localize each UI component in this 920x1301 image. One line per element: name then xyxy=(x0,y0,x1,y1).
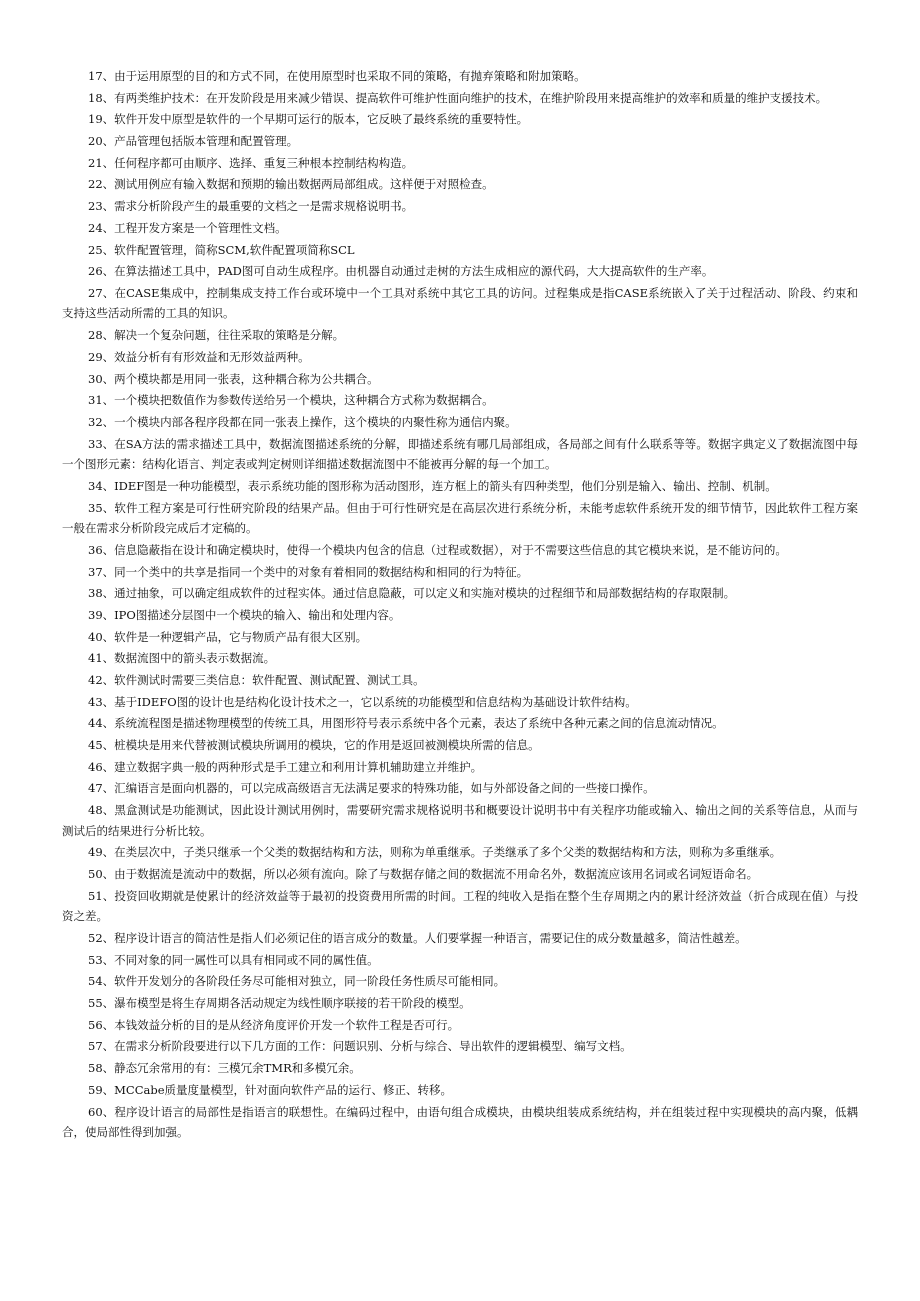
list-item: 32、一个模块内部各程序段都在同一张表上操作，这个模块的内聚性称为通信内聚。 xyxy=(88,414,517,429)
list-item: 29、效益分析有有形效益和无形效益两种。 xyxy=(88,349,310,364)
list-item: 17、由于运用原型的目的和方式不同，在使用原型时也采取不同的策略，有抛弃策略和附加策略。 xyxy=(88,69,586,83)
list-item: 41、数据流图中的箭头表示数据流。 xyxy=(88,651,276,666)
list-item: 22、测试用例应有输入数据和预期的输出数据两局部组成。这样便于对照检查。 xyxy=(88,177,494,192)
list-item: 48、黑盒测试是功能测试，因此设计测试用例时，需要研究需求规格说明书和概要设计说明书中有关程序功能或输入、输出之间的关系等信息，从而与测试后的结果进行分析比较。 xyxy=(62,803,858,838)
list-item: 26、在算法描述工具中，PAD图可自动生成程序。由机器自动通过走树的方法生成相应的源代码，大大提高软件的生产率。 xyxy=(88,264,714,279)
list-item: 35、软件工程方案是可行性研究阶段的结果产品。但由于可行性研究是在高层次进行系统分析，未能考虑软件系统开发的细节情节，因此软件工程方案一般在需求分析阶段完成后才定稿的。 xyxy=(62,500,858,536)
list-item: 19、软件开发中原型是软件的一个早期可运行的版本，它反映了最终系统的重要特性。 xyxy=(88,112,529,127)
list-item: 55、瀑布模型是将生存周期各活动规定为线性顺序联接的若干阶段的模型。 xyxy=(88,996,471,1011)
list-item: 28、解决一个复杂问题，往往采取的策略是分解。 xyxy=(88,328,345,343)
list-item: 36、信息隐蔽指在设计和确定模块时，使得一个模块内包含的信息（过程或数据），对于不需要这些信息的其它模块来说，是不能访问的。 xyxy=(88,542,787,557)
list-item: 24、工程开发方案是一个管理性文档。 xyxy=(88,220,287,235)
list-item: 56、本钱效益分析的目的是从经济角度评价开发一个软件工程是否可行。 xyxy=(88,1017,460,1032)
list-item: 40、软件是一种逻辑产品，它与物质产品有很大区别。 xyxy=(88,629,368,644)
list-item: 31、一个模块把数值作为参数传送给另一个模块，这种耦合方式称为数据耦合。 xyxy=(88,393,494,408)
list-item: 30、两个模块都是用同一张表，这种耦合称为公共耦合。 xyxy=(88,371,379,386)
list-item: 25、软件配置管理，简称SCM,软件配置项简称SCL xyxy=(88,242,355,257)
list-item: 59、MCCabe质量度量模型，针对面向软件产品的运行、修正、转移。 xyxy=(88,1082,453,1097)
list-item: 42、软件测试时需要三类信息：软件配置、测试配置、测试工具。 xyxy=(88,672,425,687)
list-item: 20、产品管理包括版本管理和配置管理。 xyxy=(88,134,299,149)
list-item: 45、桩模块是用来代替被测试模块所调用的模块，它的作用是返回被测模块所需的信息。 xyxy=(88,738,540,753)
list-item: 51、投资回收期就是使累计的经济效益等于最初的投资费用所需的时间。工程的纯收入是指在整个生存周期之内的累计经济效益（折合成现在值）与投资之差。 xyxy=(62,888,858,924)
list-item: 49、在类层次中，子类只继承一个父类的数据结构和方法，则称为单重继承。子类继承了多个父类的数据结构和方法，则称为多重继承。 xyxy=(88,845,782,860)
list-item: 50、由于数据流是流动中的数据，所以必须有流向。除了与数据存储之间的数据流不用命名外，数据流应该用名词或名词短语命名。 xyxy=(88,867,759,882)
list-item: 60、程序设计语言的局部性是指语言的联想性。在编码过程中，由语句组合成模块，由模块组装成系统结构，并在组装过程中实现模块的高内聚，低耦合，使局部性得到加强。 xyxy=(62,1104,858,1140)
list-item: 33、在SA方法的需求描述工具中，数据流图描述系统的分解，即描述系统有哪几局部组成，各局部之间有什么联系等等。数据字典定义了数据流图中每一个图形元素：结构化语言、判定表或判定树则详细描述数据流图中不能被再分解的每一个加工。 xyxy=(62,436,858,472)
list-item: 27、在CASE集成中，控制集成支持工作台或环境中一个工具对系统中其它工具的访问。过程集成是指CASE系统嵌入了关于过程活动、阶段、约束和支持这些活动所需的工具的知识。 xyxy=(62,285,858,321)
list-item: 57、在需求分析阶段要进行以下几方面的工作：问题识别、分析与综合、导出软件的逻辑模型、编写文档。 xyxy=(88,1039,632,1054)
list-item: 47、汇编语言是面向机器的，可以完成高级语言无法满足要求的特殊功能，如与外部设备之间的一些接口操作。 xyxy=(88,781,655,796)
list-item: 44、系统流程图是描述物理模型的传统工具，用图形符号表示系统中各个元素，表达了系统中各种元素之间的信息流动情况。 xyxy=(88,716,724,731)
list-item: 46、建立数据字典一般的两种形式是手工建立和利用计算机辅助建立并维护。 xyxy=(88,759,483,774)
list-item: 58、静态冗余常用的有：三模冗余TMR和多模冗余。 xyxy=(88,1061,361,1076)
list-item: 54、软件开发划分的各阶段任务尽可能相对独立，同一阶段任务性质尽可能相同。 xyxy=(88,974,506,989)
list-item: 38、通过抽象，可以确定组成软件的过程实体。通过信息隐蔽，可以定义和实施对模块的过程细节和局部数据结构的存取限制。 xyxy=(88,586,736,601)
list-item: 21、任何程序都可由顺序、选择、重复三种根本控制结构构造。 xyxy=(88,155,414,170)
list-item: 39、IPO图描述分层图中一个模块的输入、输出和处理内容。 xyxy=(88,607,401,622)
list-item: 34、IDEF图是一种功能模型，表示系统功能的图形称为活动图形，连方框上的箭头有四种类型，他们分别是输入、输出、控制、机制。 xyxy=(88,478,777,493)
list-item: 52、程序设计语言的简洁性是指人们必须记住的语言成分的数量。人们要掌握一种语言，需要记住的成分数量越多，简洁性越差。 xyxy=(88,931,747,946)
list-item: 37、同一个类中的共享是指同一个类中的对象有着相同的数据结构和相同的行为特征。 xyxy=(88,564,529,579)
list-item: 18、有两类维护技术：在开发阶段是用来减少错误、提高软件可维护性面向维护的技术，在维护阶段用来提高维护的效率和质量的维护支援技术。 xyxy=(88,90,828,105)
list-item: 53、不同对象的同一属性可以具有相同或不同的属性值。 xyxy=(88,952,379,967)
list-item: 23、需求分析阶段产生的最重要的文档之一是需求规格说明书。 xyxy=(88,199,414,214)
list-item: 43、基于IDEFO图的设计也是结构化设计技术之一，它以系统的功能模型和信息结构为基础设计软件结构。 xyxy=(88,694,637,709)
